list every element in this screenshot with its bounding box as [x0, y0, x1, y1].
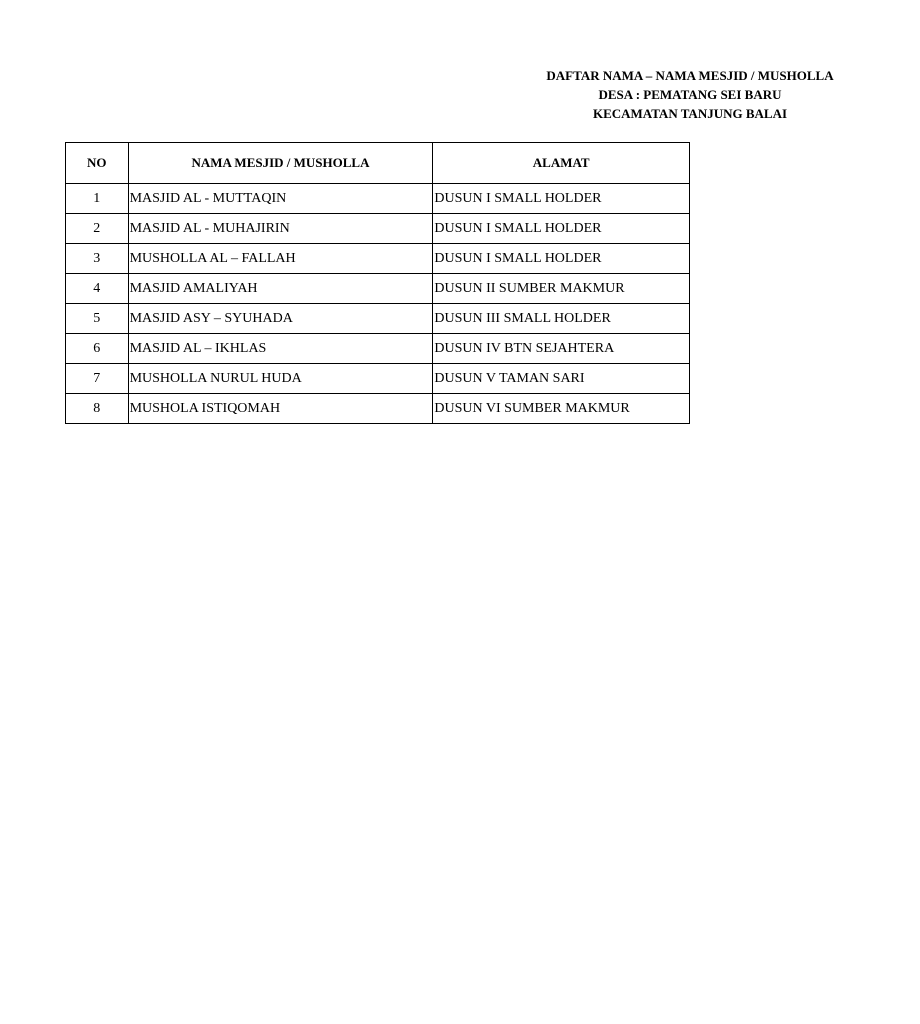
- table-row: [66, 364, 690, 394]
- column-header-name: NAMA MESJID / MUSHOLLA: [128, 143, 433, 184]
- row-number: 8: [66, 394, 129, 424]
- village-line: DESA : PEMATANG SEI BARU: [598, 87, 782, 102]
- mosque-address: DUSUN IV BTN SEJAHTERA: [433, 334, 690, 364]
- mosque-address: DUSUN II SUMBER MAKMUR: [433, 274, 690, 304]
- row-number: 2: [66, 214, 129, 244]
- district-line: KECAMATAN TANJUNG BALAI: [592, 106, 788, 121]
- mosque-address: DUSUN III SMALL HOLDER: [433, 304, 690, 334]
- row-number: 6: [66, 334, 129, 364]
- column-header-no: NO: [66, 143, 129, 184]
- mosque-address: DUSUN VI SUMBER MAKMUR: [433, 394, 690, 424]
- row-number: 5: [66, 304, 129, 334]
- mosque-name: MASJID AL - MUTTAQIN: [128, 184, 433, 214]
- mosque-address: DUSUN V TAMAN SARI: [433, 364, 690, 394]
- table-row: [66, 244, 690, 274]
- row-number: 3: [66, 244, 129, 274]
- table-row: [66, 334, 690, 364]
- mosque-name: MUSHOLLA AL – FALLAH: [128, 244, 433, 274]
- row-number: 1: [66, 184, 129, 214]
- table-row: [66, 274, 690, 304]
- table-row: [66, 184, 690, 214]
- mosque-address: DUSUN I SMALL HOLDER: [433, 244, 690, 274]
- table-row: [66, 304, 690, 334]
- mosque-name: MASJID AL – IKHLAS: [128, 334, 433, 364]
- mosque-address: DUSUN I SMALL HOLDER: [433, 214, 690, 244]
- table-header-row: [66, 143, 690, 184]
- mosque-name: MASJID AMALIYAH: [128, 274, 433, 304]
- mosque-name: MASJID AL - MUHAJIRIN: [128, 214, 433, 244]
- column-header-address: ALAMAT: [433, 143, 690, 184]
- document-title: DAFTAR NAMA – NAMA MESJID / MUSHOLLA: [546, 68, 834, 83]
- row-number: 4: [66, 274, 129, 304]
- mosque-name: MUSHOLA ISTIQOMAH: [128, 394, 433, 424]
- mosque-address: DUSUN I SMALL HOLDER: [433, 184, 690, 214]
- row-number: 7: [66, 364, 129, 394]
- mosque-table: [65, 142, 690, 424]
- table-row: [66, 214, 690, 244]
- table-row: [66, 394, 690, 424]
- mosque-name: MUSHOLLA NURUL HUDA: [128, 364, 433, 394]
- mosque-name: MASJID ASY – SYUHADA: [128, 304, 433, 334]
